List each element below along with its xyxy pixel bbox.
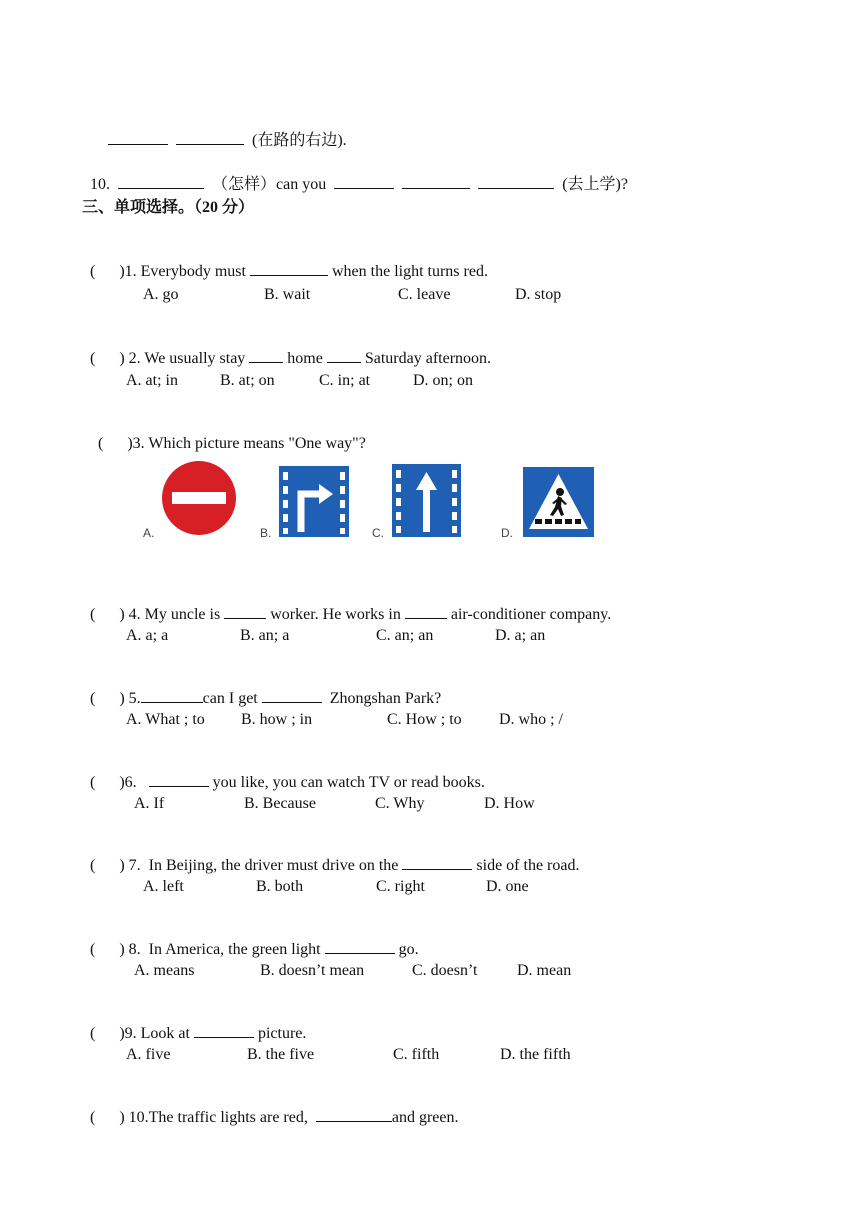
- item-number: 10.: [90, 176, 110, 193]
- option-b[interactable]: B. how ; in: [241, 711, 313, 728]
- sign-label-d: D.: [501, 526, 513, 540]
- sign-label-a: A.: [143, 526, 155, 540]
- answer-blank[interactable]: [325, 939, 395, 954]
- question-text: and green.: [391, 1109, 459, 1126]
- question-4: [82, 584, 611, 625]
- question-text: In Beijing, the driver must drive on the: [148, 857, 403, 874]
- question-number: 4.: [124, 606, 141, 623]
- question-text: Zhongshan Park?: [321, 690, 442, 707]
- option-b[interactable]: B. at; on: [220, 372, 275, 389]
- answer-blank[interactable]: [224, 604, 266, 619]
- question-number: 10.: [124, 1109, 149, 1126]
- option-d[interactable]: D. the fifth: [500, 1046, 571, 1063]
- section-title: 三、单项选择。（20 分）: [82, 199, 255, 216]
- option-d[interactable]: D. mean: [517, 962, 572, 979]
- question-text: In America, the green light: [148, 941, 325, 958]
- option-a[interactable]: A. means: [134, 962, 195, 979]
- answer-blank[interactable]: [108, 130, 168, 145]
- question-text: side of the road.: [472, 857, 580, 874]
- question-8: [82, 919, 419, 960]
- question-text: can I get: [202, 690, 262, 707]
- question-number: 9.: [124, 1025, 137, 1042]
- option-a[interactable]: A. a; a: [126, 627, 169, 644]
- answer-bracket[interactable]: ( ): [90, 263, 125, 280]
- question-number: 1.: [124, 263, 137, 280]
- question-6: [82, 752, 485, 793]
- question-text: you like, you can watch TV or read books.: [208, 774, 485, 791]
- question-text: go.: [394, 941, 419, 958]
- question-2: [82, 328, 491, 369]
- option-b[interactable]: B. wait: [264, 286, 311, 303]
- answer-blank[interactable]: [249, 348, 283, 363]
- option-d[interactable]: D. who ; /: [499, 711, 563, 728]
- option-c[interactable]: C. Why: [375, 795, 425, 812]
- answer-bracket[interactable]: ( ): [90, 1025, 125, 1042]
- answer-blank[interactable]: [262, 688, 322, 703]
- option-c[interactable]: C. leave: [398, 286, 451, 303]
- option-d[interactable]: D. one: [486, 878, 529, 895]
- pedestrian-crossing-sign-icon[interactable]: [523, 467, 594, 537]
- option-a[interactable]: A. go: [143, 286, 179, 303]
- option-a[interactable]: A. left: [143, 878, 184, 895]
- answer-bracket[interactable]: ( ): [90, 857, 125, 874]
- option-a[interactable]: A. at; in: [126, 372, 178, 389]
- fill-line-9-tail: (在路的右边).: [252, 132, 347, 149]
- question-number: 7.: [124, 857, 141, 874]
- question-number: 8.: [124, 941, 141, 958]
- answer-blank[interactable]: [327, 348, 361, 363]
- question-10: [82, 1087, 458, 1128]
- answer-bracket[interactable]: ( ): [90, 774, 125, 791]
- fill-line-10: [82, 154, 628, 195]
- question-text: Which picture means "One way"?: [148, 435, 366, 452]
- question-9: [82, 1003, 306, 1044]
- option-d[interactable]: D. How: [484, 795, 535, 812]
- question-5: [82, 668, 441, 709]
- answer-blank[interactable]: [334, 174, 394, 189]
- answer-bracket[interactable]: ( ): [90, 941, 125, 958]
- question-number: 2.: [124, 350, 141, 367]
- sign-label-b: B.: [260, 526, 272, 540]
- question-number: 6.: [124, 774, 137, 791]
- no-entry-sign-icon[interactable]: [160, 459, 238, 539]
- question-number: 5.: [124, 690, 141, 707]
- question-text: My uncle is: [144, 606, 225, 623]
- option-d[interactable]: D. on; on: [413, 372, 473, 389]
- option-a[interactable]: A. five: [126, 1046, 171, 1063]
- option-b[interactable]: B. both: [256, 878, 304, 895]
- one-way-sign-icon[interactable]: [392, 464, 461, 537]
- question-text: Saturday afternoon.: [360, 350, 492, 367]
- answer-blank[interactable]: [316, 1107, 392, 1122]
- option-b[interactable]: B. Because: [244, 795, 316, 812]
- option-c[interactable]: C. How ; to: [387, 711, 462, 728]
- answer-blank[interactable]: [250, 261, 328, 276]
- sign-label-c: C.: [372, 526, 384, 540]
- option-a[interactable]: A. If: [134, 795, 165, 812]
- question-3: [90, 414, 366, 454]
- answer-blank[interactable]: [478, 174, 554, 189]
- question-text: home: [283, 350, 327, 367]
- question-text: Look at: [140, 1025, 194, 1042]
- option-c[interactable]: C. right: [376, 878, 425, 895]
- answer-bracket[interactable]: ( ): [90, 690, 125, 707]
- answer-bracket[interactable]: ( ): [98, 435, 133, 452]
- answer-bracket[interactable]: ( ): [90, 1109, 125, 1126]
- answer-blank[interactable]: [194, 1023, 254, 1038]
- question-text: The traffic lights are red,: [148, 1109, 316, 1126]
- option-c[interactable]: C. in; at: [319, 372, 371, 389]
- question-text: We usually stay: [144, 350, 250, 367]
- turn-right-sign-icon[interactable]: [279, 466, 349, 537]
- answer-blank[interactable]: [149, 772, 209, 787]
- question-text: air-conditioner company.: [446, 606, 612, 623]
- answer-blank[interactable]: [176, 130, 244, 145]
- option-d[interactable]: D. stop: [515, 286, 562, 303]
- fill-line-10-tail: (去上学)?: [562, 176, 628, 193]
- option-b[interactable]: B. doesn’t mean: [260, 962, 365, 979]
- answer-blank[interactable]: [118, 174, 204, 189]
- question-text: picture.: [253, 1025, 307, 1042]
- option-b[interactable]: B. the five: [247, 1046, 315, 1063]
- question-number: 3.: [132, 435, 145, 452]
- answer-bracket[interactable]: ( ): [90, 606, 125, 623]
- answer-blank[interactable]: [402, 174, 470, 189]
- option-c[interactable]: C. doesn’t: [412, 962, 478, 979]
- option-c[interactable]: C. fifth: [393, 1046, 440, 1063]
- option-c[interactable]: C. an; an: [376, 627, 434, 644]
- answer-blank[interactable]: [141, 688, 203, 703]
- answer-blank[interactable]: [402, 855, 472, 870]
- question-text: when the light turns red.: [327, 263, 488, 280]
- answer-blank[interactable]: [405, 604, 447, 619]
- fill-line-10-cue: （怎样）can you: [212, 176, 327, 193]
- question-text: Everybody must: [140, 263, 250, 280]
- question-7: [82, 835, 579, 876]
- question-1: [82, 241, 488, 282]
- fill-line-9: [100, 110, 347, 151]
- option-a[interactable]: A. What ; to: [126, 711, 205, 728]
- option-d[interactable]: D. a; an: [495, 627, 546, 644]
- question-text: worker. He works in: [266, 606, 405, 623]
- answer-bracket[interactable]: ( ): [90, 350, 125, 367]
- option-b[interactable]: B. an; a: [240, 627, 290, 644]
